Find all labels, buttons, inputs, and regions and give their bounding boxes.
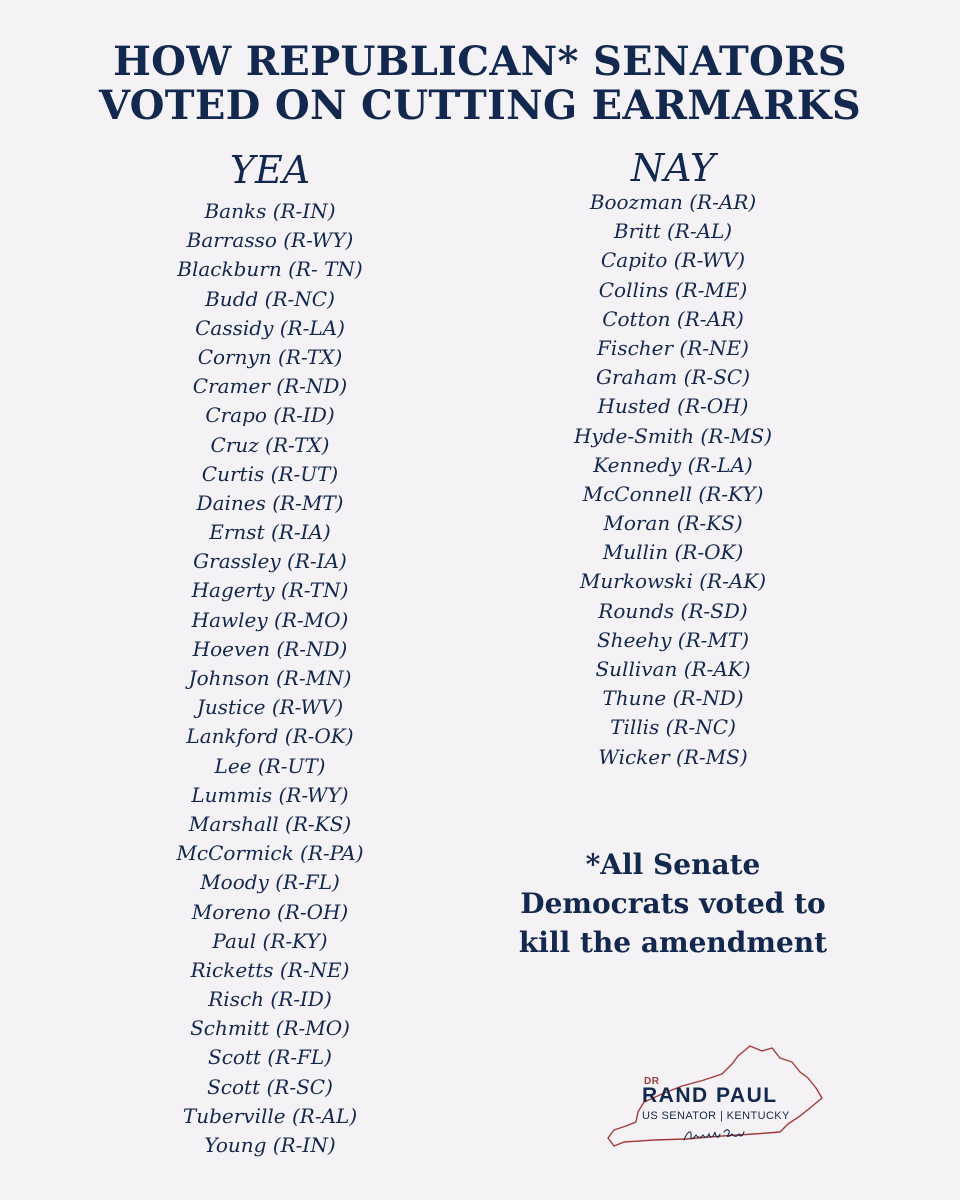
yea-senator: Banks (R-IN): [204, 199, 336, 223]
footnote-line-1: *All Senate: [585, 848, 761, 881]
yea-senator: Budd (R-NC): [205, 286, 335, 311]
rand-paul-logo: [604, 1042, 826, 1150]
nay-senator: Wicker (R-MS): [598, 744, 748, 769]
nay-senator: Hyde-Smith (R-MS): [573, 423, 773, 448]
nay-senator: McConnell (R-KY): [582, 481, 764, 506]
footnote: [490, 845, 856, 962]
yea-senator: Barrasso (R-WY): [186, 228, 354, 253]
yea-senator: Ernst (R-IA): [209, 520, 331, 545]
yea-senator: Blackburn (R- TN): [177, 257, 363, 282]
nay-senator: Thune (R-ND): [602, 686, 744, 711]
yea-senator: Cramer (R-ND): [192, 374, 348, 399]
yea-senator: Crapo (R-ID): [205, 403, 335, 428]
nay-senator: Husted (R-OH): [597, 394, 749, 419]
logo-prefix: DR: [644, 1076, 660, 1087]
yea-senator: Scott (R-FL): [208, 1045, 332, 1070]
footnote-line-2: Democrats voted to: [520, 887, 826, 920]
nay-senator: Mullin (R-OK): [602, 540, 744, 565]
nay-senator: Boozman (R-AR): [589, 190, 757, 214]
yea-senator: Hoeven (R-ND): [192, 636, 348, 661]
yea-senator: Tuberville (R-AL): [182, 1103, 358, 1128]
title-line-1: HOW REPUBLICAN* SENATORS: [113, 38, 847, 85]
yea-senator: Paul (R-KY): [212, 928, 328, 953]
footnote-line-3: kill the amendment: [518, 926, 828, 959]
yea-senator: McCormick (R-PA): [176, 841, 364, 866]
title-line-2: VOTED ON CUTTING EARMARKS: [98, 82, 862, 129]
yea-list: [110, 197, 430, 1160]
nay-senator: Kennedy (R-LA): [593, 452, 753, 477]
yea-senator: Ricketts (R-NE): [190, 957, 350, 982]
yea-senator: Risch (R-ID): [208, 987, 332, 1012]
yea-senator: Curtis (R-UT): [201, 461, 339, 486]
nay-senator: Tillis (R-NC): [610, 715, 736, 740]
nay-senator: Britt (R-AL): [613, 219, 733, 244]
yea-senator: Lummis (R-WY): [191, 782, 349, 807]
yea-senator: Schmitt (R-MO): [190, 1016, 350, 1041]
nay-senator: Rounds (R-SD): [598, 598, 748, 623]
nay-senator: Collins (R-ME): [598, 277, 748, 302]
yea-senator: Moreno (R-OH): [191, 899, 349, 924]
yea-senator: Johnson (R-MN): [188, 666, 352, 690]
yea-senator: Marshall (R-KS): [188, 811, 352, 836]
yea-senator: Cruz (R-TX): [210, 432, 330, 457]
logo-name: RAND PAUL: [642, 1084, 778, 1107]
yea-senator: Scott (R-SC): [207, 1074, 333, 1099]
yea-senator: Cornyn (R-TX): [197, 344, 343, 369]
yea-senator: Cassidy (R-LA): [195, 315, 345, 340]
nay-heading: NAY: [630, 146, 716, 190]
nay-list: [513, 188, 833, 772]
nay-senator: Capito (R-WV): [600, 248, 746, 273]
nay-senator: Moran (R-KS): [603, 511, 743, 536]
nay-senator: Murkowski (R-AK): [579, 569, 767, 594]
yea-senator: Lankford (R-OK): [186, 724, 354, 749]
yea-senator: Daines (R-MT): [196, 490, 344, 515]
nay-senator: Cotton (R-AR): [602, 306, 744, 331]
yea-senator: Hagerty (R-TN): [191, 578, 349, 603]
nay-senator: Graham (R-SC): [595, 365, 750, 390]
nay-senator: Fischer (R-NE): [597, 335, 749, 360]
logo-subtitle: US SENATOR | KENTUCKY: [642, 1110, 790, 1122]
yea-senator: Young (R-IN): [204, 1133, 336, 1157]
yea-senator: Moody (R-FL): [200, 870, 340, 895]
yea-senator: Justice (R-WV): [196, 695, 344, 720]
nay-senator: Sullivan (R-AK): [595, 657, 751, 681]
yea-senator: Hawley (R-MO): [191, 607, 349, 632]
nay-senator: Sheehy (R-MT): [596, 627, 750, 652]
signature-icon: [682, 1126, 746, 1146]
yea-senator: Grassley (R-IA): [193, 549, 347, 574]
yea-heading: YEA: [229, 148, 311, 192]
yea-senator: Lee (R-UT): [214, 753, 326, 778]
